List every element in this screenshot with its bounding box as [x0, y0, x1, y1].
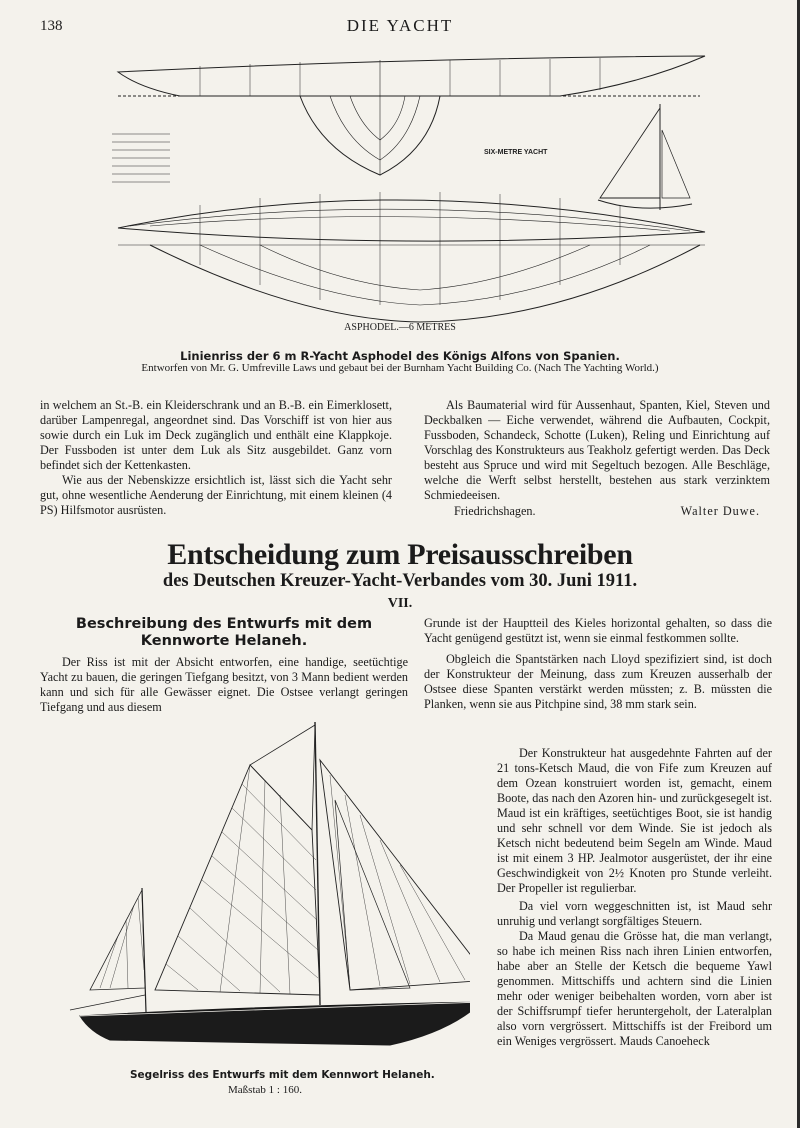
article-right-paragraph-4: Da viel vorn weggeschnitten ist, ist Maud sehr unruhig und verlangt sorgfältiges Steuern.: [497, 899, 772, 928]
article-right-column-bottom: [497, 746, 772, 1049]
article-left-paragraph: Der Riss ist mit der Absicht entworfen, eine handige, seetüchtige Yacht zu bauen, die geringen Tiefgang besitzt, von 3 Mann bedient werden kann und sich für alle Gewässer eignet. Die Ostsee verlangt geringen Tiefgang und aus diesem: [40, 655, 408, 714]
article-right-paragraph-2: Obgleich die Spantstärken nach Lloyd spezifiziert sind, ist doch der Konstrukteur der Meinung, dass zum Kreuzen ausserhalb der Ostsee diese Spanten verstärkt werden müssten; z. B. müssten die Planken, wenn sie aus Pitchpine sind, 38 mm stark sein.: [424, 652, 772, 711]
article-right-paragraph-1: Grunde ist der Hauptteil des Kieles horizontal gehalten, so dass die Yacht genügend gestützt ist, wenn sie einmal festkommen sollte.: [424, 616, 772, 645]
author-signature: Walter Duwe.: [680, 504, 760, 518]
place-signature: Friedrichshagen.: [454, 504, 536, 518]
sail-plan-scale: Maßstab 1 : 160.: [228, 1084, 302, 1096]
running-title: DIE YACHT: [346, 16, 454, 35]
upper-left-paragraph-2: Wie aus der Nebenskizze ersichtlich ist, lässt sich die Yacht sehr gut, ohne wesentliche Aenderung der Einrichtung, mit einem kleinen (4 PS) Hilfsmotor ausrüsten.: [40, 473, 392, 517]
sail-plan-caption: Segelriss des Entwurfs mit dem Kennwort Helaneh.: [130, 1069, 435, 1081]
article-title: Entscheidung zum Preisausschreiben: [167, 538, 633, 571]
article-subtitle: des Deutschen Kreuzer-Yacht-Verbandes vom 30. Juni 1911.: [162, 571, 638, 591]
upper-right-paragraph: Als Baumaterial wird für Aussenhaut, Spanten, Kiel, Steven und Deckbalken — Eiche verwendet, während die Aufbauten, Cockpit, Fussboden, Schandeck, Schotte (Luken), Reling und Einrichtung auf Vorschlag des Konstrukteurs aus Teakholz gefertigt werden. Das Deck besteht aus Spruce und wird mit Segeltuch bezogen. Alle Beschläge, welche die Werft selbst herstellt, bestehen aus stark verzinktem Schmiedeeisen.: [424, 398, 770, 502]
article-right-paragraph-5: Da Maud genau die Grösse hat, die man verlangt, so habe ich meinen Riss nach ihren Linien entworfen, habe aber an Stelle der Ketsch die bequeme Yawl genommen. Mittschiffs und achtern sind die Linien mehr oder weniger beibehalten worden, vorn aber ist der Schiffsrumpf tiefer heruntergeholt, der Lateralplan also vorn vergrössert. Mittschiffs ist der Freibord um ein Weniges vergrössert. Mauds Canoeheck: [497, 929, 772, 1048]
lines-plan-drawing: [0, 0, 800, 340]
lines-plan-caption-bold: Linienriss der 6 m R-Yacht Asphodel des Königs Alfons von Spanien.: [180, 349, 620, 363]
upper-left-paragraph-1: in welchem an St.-B. ein Kleiderschrank und an B.-B. ein Eimerklosett, darüber Lampenregal, angeordnet sind. Das Vorschiff ist von hier aus sowie durch ein Luk im Deck zugänglich und enthält eine Klappkoje. Der Fussboden ist unter dem Luk als Sitz ausgebildet. Ganz vorn befindet sich der Kettenkasten.: [40, 398, 392, 472]
article-right-paragraph-3: Der Konstrukteur hat ausgedehnte Fahrten auf der 21 tons-Ketsch Maud, die von Fife zum Kreuzen auf dem Ozean konstruiert worden ist, gemacht, einem Boote, das nach den Azoren hin- und zurückgesegelt ist. Maud ist ein kräftiges, seetüchtiges Boot, sie ist handig und sehr schnell vor dem Winde. Sie ist jedoch als Ketsch nicht bedeutend beim Segeln am Winde. Maud ist mit einem 3 HP. Jealmotor ausgerüstet, der ihr eine Geschwindigkeit von 2½ Knoten pro Stunde verleiht. Der Propeller ist regulierbar.: [497, 746, 772, 895]
upper-left-column: [40, 398, 392, 518]
article-left-column: [40, 655, 408, 715]
title-block-text: SIX-METRE YACHT: [484, 149, 548, 156]
article-number: VII.: [387, 596, 413, 611]
lines-plan-caption: Entworfen von Mr. G. Umfreville Laws und gebaut bei der Burnham Yacht Building Co. (Nach The Yachting World.): [141, 362, 659, 374]
article-right-column-top: [424, 616, 772, 712]
lines-plan-label: ASPHODEL.—6 METRES: [344, 322, 456, 333]
section-heading: Beschreibung des Entwurfs mit dem Kennworte Helaneh.: [75, 616, 373, 649]
sail-plan-drawing: [50, 720, 470, 1060]
page-number: 138: [40, 18, 63, 34]
upper-right-column: [424, 398, 770, 519]
